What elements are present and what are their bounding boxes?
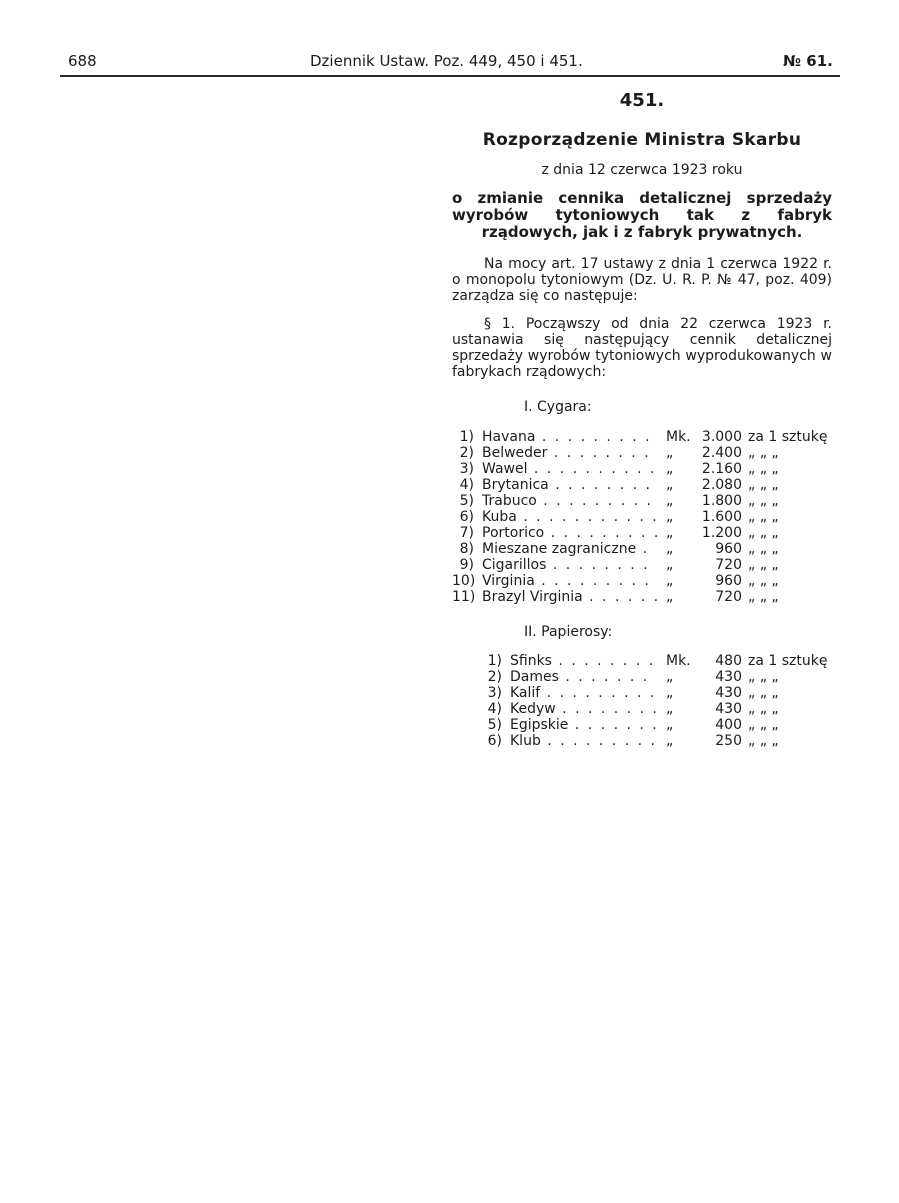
item-price: 2.400 [701, 445, 742, 461]
item-price: 1.200 [701, 525, 742, 541]
item-unit: „ „ „ [748, 669, 779, 685]
item-unit: „ „ „ [748, 541, 779, 557]
item-name: Kedyw . . . [510, 701, 657, 717]
item-name: Belweder . . . [482, 445, 657, 461]
item-number: 8) [459, 541, 474, 557]
price-row [452, 509, 832, 525]
item-name: Havana . . . [482, 429, 657, 445]
item-name: Klub . . . [510, 733, 657, 749]
price-row [452, 653, 832, 669]
item-currency: „ [666, 701, 674, 717]
price-row [452, 685, 832, 701]
item-price: 250 [715, 733, 742, 749]
item-number: 4) [487, 701, 502, 717]
item-currency: „ [666, 445, 674, 461]
item-number: 6) [459, 509, 474, 525]
item-price: 400 [715, 717, 742, 733]
item-price: 430 [715, 685, 742, 701]
item-number: 1) [459, 429, 474, 445]
document-date: z dnia 12 czerwca 1923 roku [541, 162, 743, 178]
item-number: 9) [459, 557, 474, 573]
price-row [452, 477, 832, 493]
item-number: 5) [487, 717, 502, 733]
item-name: Cigarillos . . . [482, 557, 657, 573]
item-unit: „ „ „ [748, 589, 779, 605]
item-name: Dames . . . [510, 669, 657, 685]
item-unit: „ „ „ [748, 701, 779, 717]
item-name: Wawel . . . [482, 461, 657, 477]
item-price: 3.000 [701, 429, 742, 445]
item-price: 720 [715, 557, 742, 573]
document-title: Rozporządzenie Ministra Skarbu [482, 130, 802, 150]
item-currency: „ [666, 525, 674, 541]
item-number: 3) [487, 685, 502, 701]
item-price: 1.800 [701, 493, 742, 509]
item-name: Egipskie . . . [510, 717, 657, 733]
item-name: Kuba . . . [482, 509, 657, 525]
item-unit: „ „ „ [748, 733, 779, 749]
item-unit: „ „ „ [748, 477, 779, 493]
paragraph-1-text: § 1. Począwszy od dnia 22 czerwca 1923 r. ustanawia się następujący cennik detalicznej sprzedaży wyrobów tytoniowych wyprodukowanych w fabrykach rządowych: [452, 316, 832, 380]
item-name: Trabuco . . . [482, 493, 657, 509]
item-number: 10) [452, 573, 476, 589]
page-number: 688 [68, 52, 97, 70]
item-price: 1.600 [701, 509, 742, 525]
price-row [452, 445, 832, 461]
item-unit: „ „ „ [748, 685, 779, 701]
item-unit: za 1 sztukę [748, 429, 828, 445]
item-unit: „ „ „ [748, 557, 779, 573]
item-number: 3) [459, 461, 474, 477]
price-row [452, 669, 832, 685]
item-currency: Mk. [666, 653, 691, 669]
document-subject: o zmianie cennika detalicznej sprzedaży wyrobów tytoniowych tak z fabryk rządowych, jak i z fabryk prywatnych. [452, 189, 832, 241]
item-price: 960 [715, 573, 742, 589]
cigars-heading: I. Cygara: [524, 399, 592, 415]
item-currency: „ [666, 509, 674, 525]
item-unit: za 1 sztukę [748, 653, 828, 669]
item-number: 2) [487, 669, 502, 685]
price-row [452, 493, 832, 509]
cigarette-price-list [452, 653, 832, 749]
item-price: 480 [715, 653, 742, 669]
item-unit: „ „ „ [748, 717, 779, 733]
paragraph-1 [452, 316, 832, 380]
document-number: 451. [619, 90, 665, 111]
item-name: Sfinks . . . [510, 653, 657, 669]
item-unit: „ „ „ [748, 573, 779, 589]
item-price: 430 [715, 669, 742, 685]
price-row [452, 573, 832, 589]
item-unit: „ „ „ [748, 509, 779, 525]
item-currency: „ [666, 557, 674, 573]
item-number: 2) [459, 445, 474, 461]
item-name: Portorico . . . [482, 525, 657, 541]
item-currency: „ [666, 461, 674, 477]
item-number: 6) [487, 733, 502, 749]
price-row [452, 541, 832, 557]
price-row [452, 429, 832, 445]
item-currency: „ [666, 685, 674, 701]
price-row [452, 589, 832, 605]
intro-paragraph [452, 256, 832, 304]
price-row [452, 717, 832, 733]
header-rule [60, 75, 840, 77]
price-row [452, 701, 832, 717]
item-price: 430 [715, 701, 742, 717]
item-price: 2.160 [701, 461, 742, 477]
item-price: 960 [715, 541, 742, 557]
item-number: 4) [459, 477, 474, 493]
item-number: 1) [487, 653, 502, 669]
item-name: Mieszane zagraniczne . . . [482, 541, 657, 557]
item-name: Virginia . . . [482, 573, 657, 589]
item-number: 5) [459, 493, 474, 509]
price-row [452, 461, 832, 477]
item-unit: „ „ „ [748, 525, 779, 541]
issue-number: № 61. [783, 52, 833, 70]
item-unit: „ „ „ [748, 445, 779, 461]
journal-title: Dziennik Ustaw. Poz. 449, 450 i 451. [310, 52, 583, 70]
item-name: Kalif . . . [510, 685, 657, 701]
intro-text: Na mocy art. 17 ustawy z dnia 1 czerwca 1922 r. o monopolu tytoniowym (Dz. U. R. P. № 47, poz. 409) zarządza się co następuje: [452, 256, 832, 304]
item-currency: „ [666, 493, 674, 509]
item-unit: „ „ „ [748, 461, 779, 477]
price-row [452, 557, 832, 573]
item-unit: „ „ „ [748, 493, 779, 509]
item-number: 7) [459, 525, 474, 541]
item-currency: „ [666, 477, 674, 493]
item-currency: „ [666, 573, 674, 589]
item-currency: „ [666, 589, 674, 605]
item-currency: „ [666, 669, 674, 685]
item-currency: „ [666, 541, 674, 557]
item-currency: Mk. [666, 429, 691, 445]
item-name: Brazyl Virginia . . . [482, 589, 657, 605]
price-row [452, 525, 832, 541]
item-currency: „ [666, 733, 674, 749]
item-price: 2.080 [701, 477, 742, 493]
item-number: 11) [452, 589, 476, 605]
item-currency: „ [666, 717, 674, 733]
item-price: 720 [715, 589, 742, 605]
price-row [452, 733, 832, 749]
cigarettes-heading: II. Papierosy: [524, 624, 613, 640]
cigar-price-list [452, 429, 832, 605]
item-name: Brytanica . . . [482, 477, 657, 493]
